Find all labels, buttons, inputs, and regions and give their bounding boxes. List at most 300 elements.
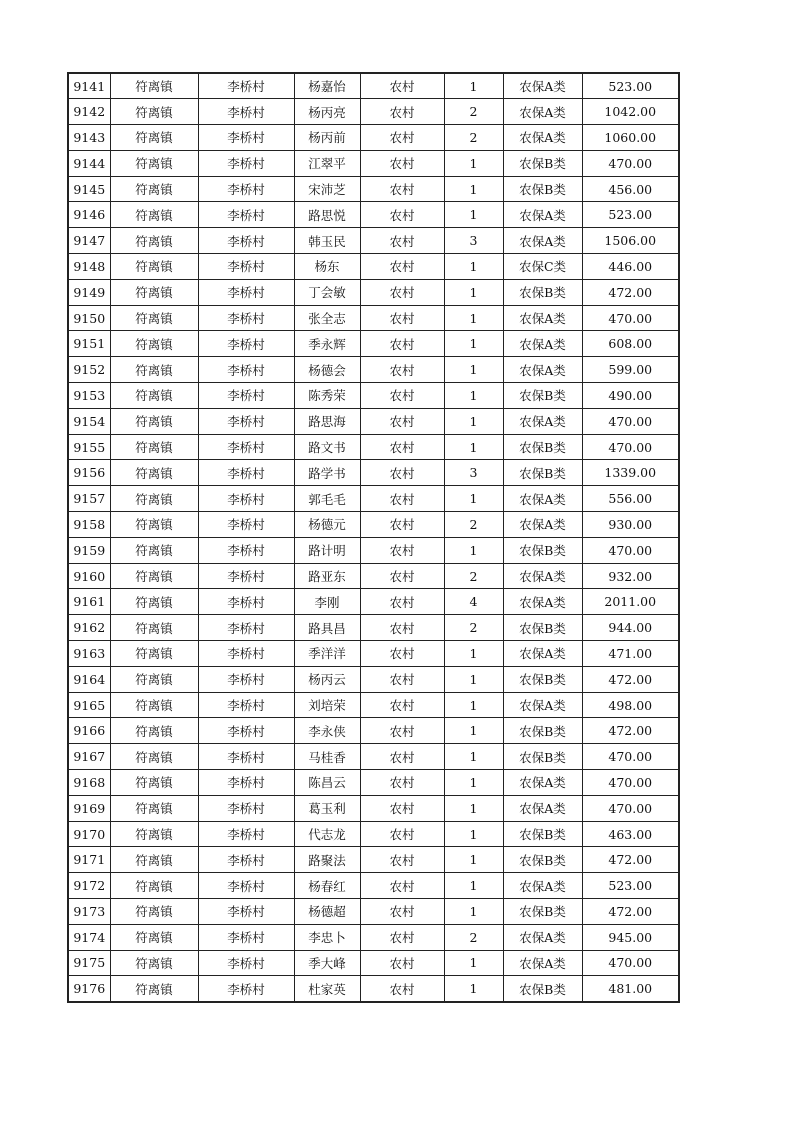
town-cell: 符离镇 [110,305,198,331]
village-cell: 李桥村 [198,899,294,925]
insurance-class-cell: 农保A类 [503,305,582,331]
amount-cell: 481.00 [582,976,679,1002]
table-row [68,641,679,667]
name-cell: 郭毛毛 [294,486,360,512]
area-type-cell: 农村 [360,744,444,770]
area-type-cell: 农村 [360,279,444,305]
area-type-cell: 农村 [360,228,444,254]
row-id-cell: 9167 [68,744,110,770]
area-type-cell: 农村 [360,589,444,615]
row-id-cell: 9143 [68,125,110,151]
table-row [68,873,679,899]
village-cell: 李桥村 [198,847,294,873]
village-cell: 李桥村 [198,202,294,228]
amount-cell: 470.00 [582,537,679,563]
amount-cell: 472.00 [582,666,679,692]
table-row [68,73,679,99]
household-count-cell: 1 [444,202,503,228]
town-cell: 符离镇 [110,279,198,305]
village-cell: 李桥村 [198,305,294,331]
table-row [68,228,679,254]
name-cell: 陈秀荣 [294,383,360,409]
household-count-cell: 1 [444,383,503,409]
town-cell: 符离镇 [110,99,198,125]
household-count-cell: 1 [444,873,503,899]
town-cell: 符离镇 [110,718,198,744]
amount-cell: 470.00 [582,770,679,796]
row-id-cell: 9141 [68,73,110,99]
household-count-cell: 3 [444,228,503,254]
name-cell: 李忠卜 [294,924,360,950]
name-cell: 季洋洋 [294,641,360,667]
area-type-cell: 农村 [360,821,444,847]
row-id-cell: 9157 [68,486,110,512]
name-cell: 杨德超 [294,899,360,925]
household-count-cell: 2 [444,99,503,125]
amount-cell: 1042.00 [582,99,679,125]
household-count-cell: 2 [444,563,503,589]
town-cell: 符离镇 [110,537,198,563]
area-type-cell: 农村 [360,73,444,99]
town-cell: 符离镇 [110,434,198,460]
area-type-cell: 农村 [360,99,444,125]
area-type-cell: 农村 [360,950,444,976]
town-cell: 符离镇 [110,486,198,512]
insurance-class-cell: 农保A类 [503,99,582,125]
table-row [68,899,679,925]
name-cell: 刘培荣 [294,692,360,718]
village-cell: 李桥村 [198,873,294,899]
area-type-cell: 农村 [360,641,444,667]
insurance-class-cell: 农保B类 [503,718,582,744]
area-type-cell: 农村 [360,847,444,873]
row-id-cell: 9156 [68,460,110,486]
table-row [68,950,679,976]
table-row [68,383,679,409]
household-count-cell: 1 [444,73,503,99]
row-id-cell: 9168 [68,770,110,796]
table-row [68,434,679,460]
row-id-cell: 9145 [68,176,110,202]
village-cell: 李桥村 [198,408,294,434]
insurance-class-cell: 农保A类 [503,924,582,950]
row-id-cell: 9144 [68,150,110,176]
row-id-cell: 9165 [68,692,110,718]
village-cell: 李桥村 [198,537,294,563]
amount-cell: 490.00 [582,383,679,409]
row-id-cell: 9172 [68,873,110,899]
amount-cell: 446.00 [582,254,679,280]
household-count-cell: 1 [444,641,503,667]
table-row [68,770,679,796]
name-cell: 张全志 [294,305,360,331]
household-count-cell: 1 [444,821,503,847]
name-cell: 丁会敏 [294,279,360,305]
town-cell: 符离镇 [110,924,198,950]
insurance-class-cell: 农保A类 [503,770,582,796]
row-id-cell: 9171 [68,847,110,873]
table-row [68,976,679,1002]
row-id-cell: 9169 [68,795,110,821]
table-row [68,589,679,615]
area-type-cell: 农村 [360,924,444,950]
household-count-cell: 1 [444,305,503,331]
household-count-cell: 1 [444,434,503,460]
row-id-cell: 9148 [68,254,110,280]
insurance-class-cell: 农保B类 [503,847,582,873]
insurance-class-cell: 农保A类 [503,795,582,821]
table-row [68,486,679,512]
name-cell: 李刚 [294,589,360,615]
town-cell: 符离镇 [110,666,198,692]
household-count-cell: 2 [444,125,503,151]
table-row [68,666,679,692]
table-row [68,99,679,125]
village-cell: 李桥村 [198,641,294,667]
village-cell: 李桥村 [198,434,294,460]
town-cell: 符离镇 [110,821,198,847]
town-cell: 符离镇 [110,408,198,434]
village-cell: 李桥村 [198,718,294,744]
insurance-class-cell: 农保A类 [503,357,582,383]
area-type-cell: 农村 [360,460,444,486]
amount-cell: 556.00 [582,486,679,512]
village-cell: 李桥村 [198,176,294,202]
table-row [68,537,679,563]
name-cell: 葛玉利 [294,795,360,821]
village-cell: 李桥村 [198,357,294,383]
area-type-cell: 农村 [360,976,444,1002]
amount-cell: 1506.00 [582,228,679,254]
household-count-cell: 1 [444,357,503,383]
village-cell: 李桥村 [198,795,294,821]
name-cell: 路文书 [294,434,360,460]
amount-cell: 472.00 [582,899,679,925]
household-count-cell: 1 [444,176,503,202]
row-id-cell: 9166 [68,718,110,744]
row-id-cell: 9152 [68,357,110,383]
name-cell: 杨德会 [294,357,360,383]
name-cell: 季大峰 [294,950,360,976]
village-cell: 李桥村 [198,279,294,305]
household-count-cell: 1 [444,692,503,718]
amount-cell: 498.00 [582,692,679,718]
name-cell: 路学书 [294,460,360,486]
name-cell: 杨德元 [294,512,360,538]
area-type-cell: 农村 [360,718,444,744]
name-cell: 杨嘉怡 [294,73,360,99]
table-row [68,202,679,228]
table-row [68,512,679,538]
insurance-class-cell: 农保A类 [503,641,582,667]
amount-cell: 945.00 [582,924,679,950]
table-row [68,924,679,950]
town-cell: 符离镇 [110,873,198,899]
table-row [68,125,679,151]
name-cell: 路思悦 [294,202,360,228]
name-cell: 杜家英 [294,976,360,1002]
name-cell: 陈昌云 [294,770,360,796]
household-count-cell: 1 [444,279,503,305]
household-count-cell: 1 [444,254,503,280]
amount-cell: 463.00 [582,821,679,847]
insurance-class-cell: 农保A类 [503,692,582,718]
town-cell: 符离镇 [110,73,198,99]
name-cell: 路计明 [294,537,360,563]
row-id-cell: 9142 [68,99,110,125]
household-count-cell: 2 [444,512,503,538]
table-row [68,357,679,383]
village-cell: 李桥村 [198,99,294,125]
name-cell: 马桂香 [294,744,360,770]
amount-cell: 472.00 [582,718,679,744]
village-cell: 李桥村 [198,589,294,615]
area-type-cell: 农村 [360,125,444,151]
village-cell: 李桥村 [198,125,294,151]
village-cell: 李桥村 [198,821,294,847]
table-row [68,254,679,280]
insurance-class-cell: 农保A类 [503,873,582,899]
insurance-class-cell: 农保A类 [503,512,582,538]
area-type-cell: 农村 [360,512,444,538]
town-cell: 符离镇 [110,589,198,615]
row-id-cell: 9176 [68,976,110,1002]
household-count-cell: 1 [444,950,503,976]
insurance-class-cell: 农保A类 [503,950,582,976]
area-type-cell: 农村 [360,899,444,925]
town-cell: 符离镇 [110,615,198,641]
amount-cell: 523.00 [582,202,679,228]
insurance-class-cell: 农保B类 [503,976,582,1002]
table-row [68,150,679,176]
table-row [68,176,679,202]
household-count-cell: 1 [444,899,503,925]
insurance-class-cell: 农保B类 [503,460,582,486]
household-count-cell: 2 [444,924,503,950]
village-cell: 李桥村 [198,150,294,176]
insurance-class-cell: 农保A类 [503,563,582,589]
area-type-cell: 农村 [360,383,444,409]
area-type-cell: 农村 [360,150,444,176]
insurance-class-cell: 农保A类 [503,331,582,357]
household-count-cell: 1 [444,795,503,821]
amount-cell: 932.00 [582,563,679,589]
amount-cell: 2011.00 [582,589,679,615]
name-cell: 路亚东 [294,563,360,589]
area-type-cell: 农村 [360,615,444,641]
area-type-cell: 农村 [360,486,444,512]
records-table [67,72,680,1003]
household-count-cell: 1 [444,331,503,357]
table-row [68,305,679,331]
town-cell: 符离镇 [110,125,198,151]
table-row [68,847,679,873]
row-id-cell: 9151 [68,331,110,357]
insurance-class-cell: 农保A类 [503,125,582,151]
amount-cell: 470.00 [582,950,679,976]
village-cell: 李桥村 [198,383,294,409]
household-count-cell: 1 [444,847,503,873]
name-cell: 杨丙前 [294,125,360,151]
name-cell: 杨丙云 [294,666,360,692]
insurance-class-cell: 农保B类 [503,150,582,176]
name-cell: 路聚法 [294,847,360,873]
row-id-cell: 9146 [68,202,110,228]
amount-cell: 470.00 [582,795,679,821]
row-id-cell: 9153 [68,383,110,409]
area-type-cell: 农村 [360,331,444,357]
row-id-cell: 9162 [68,615,110,641]
row-id-cell: 9149 [68,279,110,305]
row-id-cell: 9150 [68,305,110,331]
insurance-class-cell: 农保B类 [503,744,582,770]
table-body [68,73,679,1002]
household-count-cell: 2 [444,615,503,641]
area-type-cell: 农村 [360,176,444,202]
area-type-cell: 农村 [360,795,444,821]
area-type-cell: 农村 [360,408,444,434]
household-count-cell: 1 [444,486,503,512]
town-cell: 符离镇 [110,692,198,718]
row-id-cell: 9173 [68,899,110,925]
name-cell: 杨春红 [294,873,360,899]
insurance-class-cell: 农保B类 [503,537,582,563]
household-count-cell: 4 [444,589,503,615]
row-id-cell: 9163 [68,641,110,667]
amount-cell: 470.00 [582,408,679,434]
village-cell: 李桥村 [198,486,294,512]
row-id-cell: 9159 [68,537,110,563]
table-row [68,615,679,641]
table-row [68,821,679,847]
area-type-cell: 农村 [360,305,444,331]
village-cell: 李桥村 [198,976,294,1002]
household-count-cell: 1 [444,408,503,434]
name-cell: 季永辉 [294,331,360,357]
row-id-cell: 9174 [68,924,110,950]
household-count-cell: 1 [444,744,503,770]
insurance-class-cell: 农保C类 [503,254,582,280]
town-cell: 符离镇 [110,795,198,821]
town-cell: 符离镇 [110,202,198,228]
town-cell: 符离镇 [110,512,198,538]
insurance-class-cell: 农保A类 [503,589,582,615]
town-cell: 符离镇 [110,331,198,357]
amount-cell: 599.00 [582,357,679,383]
town-cell: 符离镇 [110,176,198,202]
insurance-class-cell: 农保B类 [503,383,582,409]
village-cell: 李桥村 [198,73,294,99]
table-row [68,718,679,744]
amount-cell: 472.00 [582,279,679,305]
area-type-cell: 农村 [360,770,444,796]
name-cell: 代志龙 [294,821,360,847]
insurance-class-cell: 农保A类 [503,486,582,512]
area-type-cell: 农村 [360,666,444,692]
table-row [68,408,679,434]
insurance-class-cell: 农保A类 [503,202,582,228]
town-cell: 符离镇 [110,228,198,254]
village-cell: 李桥村 [198,666,294,692]
village-cell: 李桥村 [198,615,294,641]
row-id-cell: 9155 [68,434,110,460]
area-type-cell: 农村 [360,873,444,899]
table-row [68,744,679,770]
amount-cell: 930.00 [582,512,679,538]
name-cell: 路思海 [294,408,360,434]
village-cell: 李桥村 [198,228,294,254]
name-cell: 杨东 [294,254,360,280]
insurance-class-cell: 农保A类 [503,73,582,99]
village-cell: 李桥村 [198,950,294,976]
household-count-cell: 1 [444,718,503,744]
table-row [68,692,679,718]
row-id-cell: 9160 [68,563,110,589]
insurance-class-cell: 农保B类 [503,279,582,305]
town-cell: 符离镇 [110,847,198,873]
village-cell: 李桥村 [198,770,294,796]
area-type-cell: 农村 [360,254,444,280]
amount-cell: 456.00 [582,176,679,202]
amount-cell: 470.00 [582,305,679,331]
name-cell: 宋沛芝 [294,176,360,202]
household-count-cell: 1 [444,976,503,1002]
amount-cell: 472.00 [582,847,679,873]
insurance-class-cell: 农保B类 [503,899,582,925]
name-cell: 韩玉民 [294,228,360,254]
household-count-cell: 1 [444,666,503,692]
table-row [68,331,679,357]
amount-cell: 470.00 [582,744,679,770]
household-count-cell: 1 [444,770,503,796]
town-cell: 符离镇 [110,563,198,589]
town-cell: 符离镇 [110,254,198,280]
amount-cell: 470.00 [582,434,679,460]
table-row [68,279,679,305]
household-count-cell: 3 [444,460,503,486]
town-cell: 符离镇 [110,383,198,409]
insurance-class-cell: 农保B类 [503,176,582,202]
row-id-cell: 9147 [68,228,110,254]
name-cell: 杨丙亮 [294,99,360,125]
insurance-class-cell: 农保B类 [503,434,582,460]
town-cell: 符离镇 [110,770,198,796]
town-cell: 符离镇 [110,357,198,383]
village-cell: 李桥村 [198,254,294,280]
village-cell: 李桥村 [198,331,294,357]
town-cell: 符离镇 [110,460,198,486]
row-id-cell: 9158 [68,512,110,538]
amount-cell: 608.00 [582,331,679,357]
name-cell: 路具昌 [294,615,360,641]
amount-cell: 1060.00 [582,125,679,151]
town-cell: 符离镇 [110,899,198,925]
area-type-cell: 农村 [360,537,444,563]
row-id-cell: 9154 [68,408,110,434]
amount-cell: 1339.00 [582,460,679,486]
insurance-class-cell: 农保A类 [503,408,582,434]
insurance-class-cell: 农保A类 [503,228,582,254]
village-cell: 李桥村 [198,512,294,538]
table-row [68,460,679,486]
insurance-class-cell: 农保B类 [503,666,582,692]
name-cell: 李永侠 [294,718,360,744]
insurance-class-cell: 农保B类 [503,615,582,641]
village-cell: 李桥村 [198,692,294,718]
town-cell: 符离镇 [110,150,198,176]
area-type-cell: 农村 [360,202,444,228]
village-cell: 李桥村 [198,460,294,486]
